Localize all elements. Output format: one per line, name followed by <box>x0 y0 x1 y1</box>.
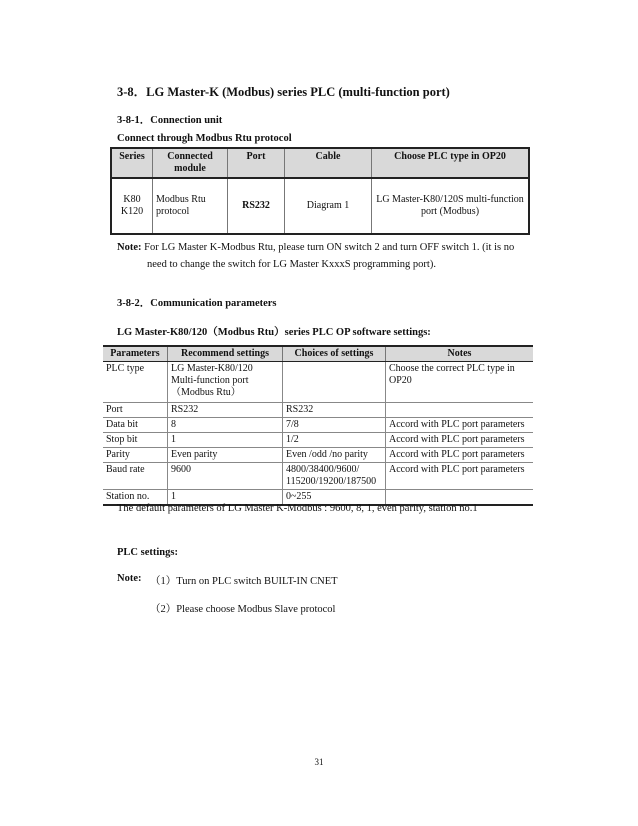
cell-choices: Even /odd /no parity <box>283 448 386 463</box>
cell-param: Station no. <box>103 490 168 506</box>
op-settings-subheading: LG Master-K80/120（Modbus Rtu）series PLC OP software settings: <box>117 327 431 338</box>
plc-settings-item-2: （2）Please choose Modbus Slave protocol <box>150 604 336 615</box>
cell-param: Data bit <box>103 418 168 433</box>
cell-rec: 8 <box>168 418 283 433</box>
table-row <box>111 178 529 234</box>
cell-choices: 4800/38400/9600/ 115200/19200/187500 <box>283 463 386 490</box>
header-plc-type: Choose PLC type in OP20 <box>372 148 530 178</box>
section-heading-3-8-1: 3-8-1．Connection unit <box>117 115 223 126</box>
cell-param: PLC type <box>103 362 168 403</box>
table-row <box>103 463 533 490</box>
cell-choices: 7/8 <box>283 418 386 433</box>
cell-param: Stop bit <box>103 433 168 448</box>
cell-rec: RS232 <box>168 403 283 418</box>
cell-notes <box>386 403 534 418</box>
plc-settings-note-label: Note: <box>117 573 142 584</box>
cell-rec: Even parity <box>168 448 283 463</box>
cell-param: Port <box>103 403 168 418</box>
table-row <box>103 403 533 418</box>
table-row <box>103 362 533 403</box>
header-parameters: Parameters <box>103 346 168 362</box>
cell-rec: LG Master-K80/120 Multi-function port （Modbus Rtu） <box>168 362 283 403</box>
cell-notes: Accord with PLC port parameters <box>386 448 534 463</box>
header-connected-module: Connected module <box>153 148 228 178</box>
cell-cable: Diagram 1 <box>285 178 372 234</box>
plc-settings-item-1: （1）Turn on PLC switch BUILT-IN CNET <box>150 576 338 587</box>
cell-notes: Choose the correct PLC type in OP20 <box>386 362 534 403</box>
cell-choices: RS232 <box>283 403 386 418</box>
cell-module: Modbus Rtu protocol <box>153 178 228 234</box>
connection-table <box>110 147 530 235</box>
header-notes: Notes <box>386 346 534 362</box>
cell-param: Baud rate <box>103 463 168 490</box>
connection-table-header <box>111 148 529 178</box>
note-text: For LG Master K-Modbus Rtu, please turn ON switch 2 and turn OFF switch 1. (it is no <box>141 242 515 253</box>
table-row <box>103 418 533 433</box>
cell-choices: 0~255 <box>283 490 386 506</box>
section-heading-3-8-2: 3-8-2．Communication parameters <box>117 298 277 309</box>
header-series: Series <box>111 148 153 178</box>
note-text-continued: need to change the switch for LG Master KxxxS programming port). <box>147 259 436 270</box>
cell-rec: 1 <box>168 433 283 448</box>
cell-port: RS232 <box>228 178 285 234</box>
cell-choices <box>283 362 386 403</box>
parameters-table-header <box>103 346 533 362</box>
cell-series: K80 K120 <box>111 178 153 234</box>
cell-notes: Accord with PLC port parameters <box>386 418 534 433</box>
section-heading-3-8: 3-8．LG Master-K (Modbus) series PLC (multi-function port) <box>117 85 450 99</box>
parameters-table <box>103 345 533 506</box>
page-number: 31 <box>314 757 324 767</box>
cell-plc-type: LG Master-K80/120S multi-function port (Modbus) <box>376 194 524 217</box>
header-port: Port <box>228 148 285 178</box>
header-recommend: Recommend settings <box>168 346 283 362</box>
header-cable: Cable <box>285 148 372 178</box>
cell-notes: Accord with PLC port parameters <box>386 463 534 490</box>
default-parameters-text: The default parameters of LG Master K-Modbus : 9600, 8, 1, even parity, station no.1 <box>117 503 478 514</box>
cell-notes: Accord with PLC port parameters <box>386 433 534 448</box>
cell-rec: 9600 <box>168 463 283 490</box>
cell-rec: 1 <box>168 490 283 506</box>
table-row <box>103 448 533 463</box>
connection-subheading: Connect through Modbus Rtu protocol <box>117 133 292 144</box>
header-choices: Choices of settings <box>283 346 386 362</box>
cell-param: Parity <box>103 448 168 463</box>
note-label: Note: <box>117 242 142 253</box>
note-paragraph <box>117 242 514 253</box>
cell-choices: 1/2 <box>283 433 386 448</box>
table-row <box>103 433 533 448</box>
plc-settings-heading: PLC settings: <box>117 547 178 558</box>
